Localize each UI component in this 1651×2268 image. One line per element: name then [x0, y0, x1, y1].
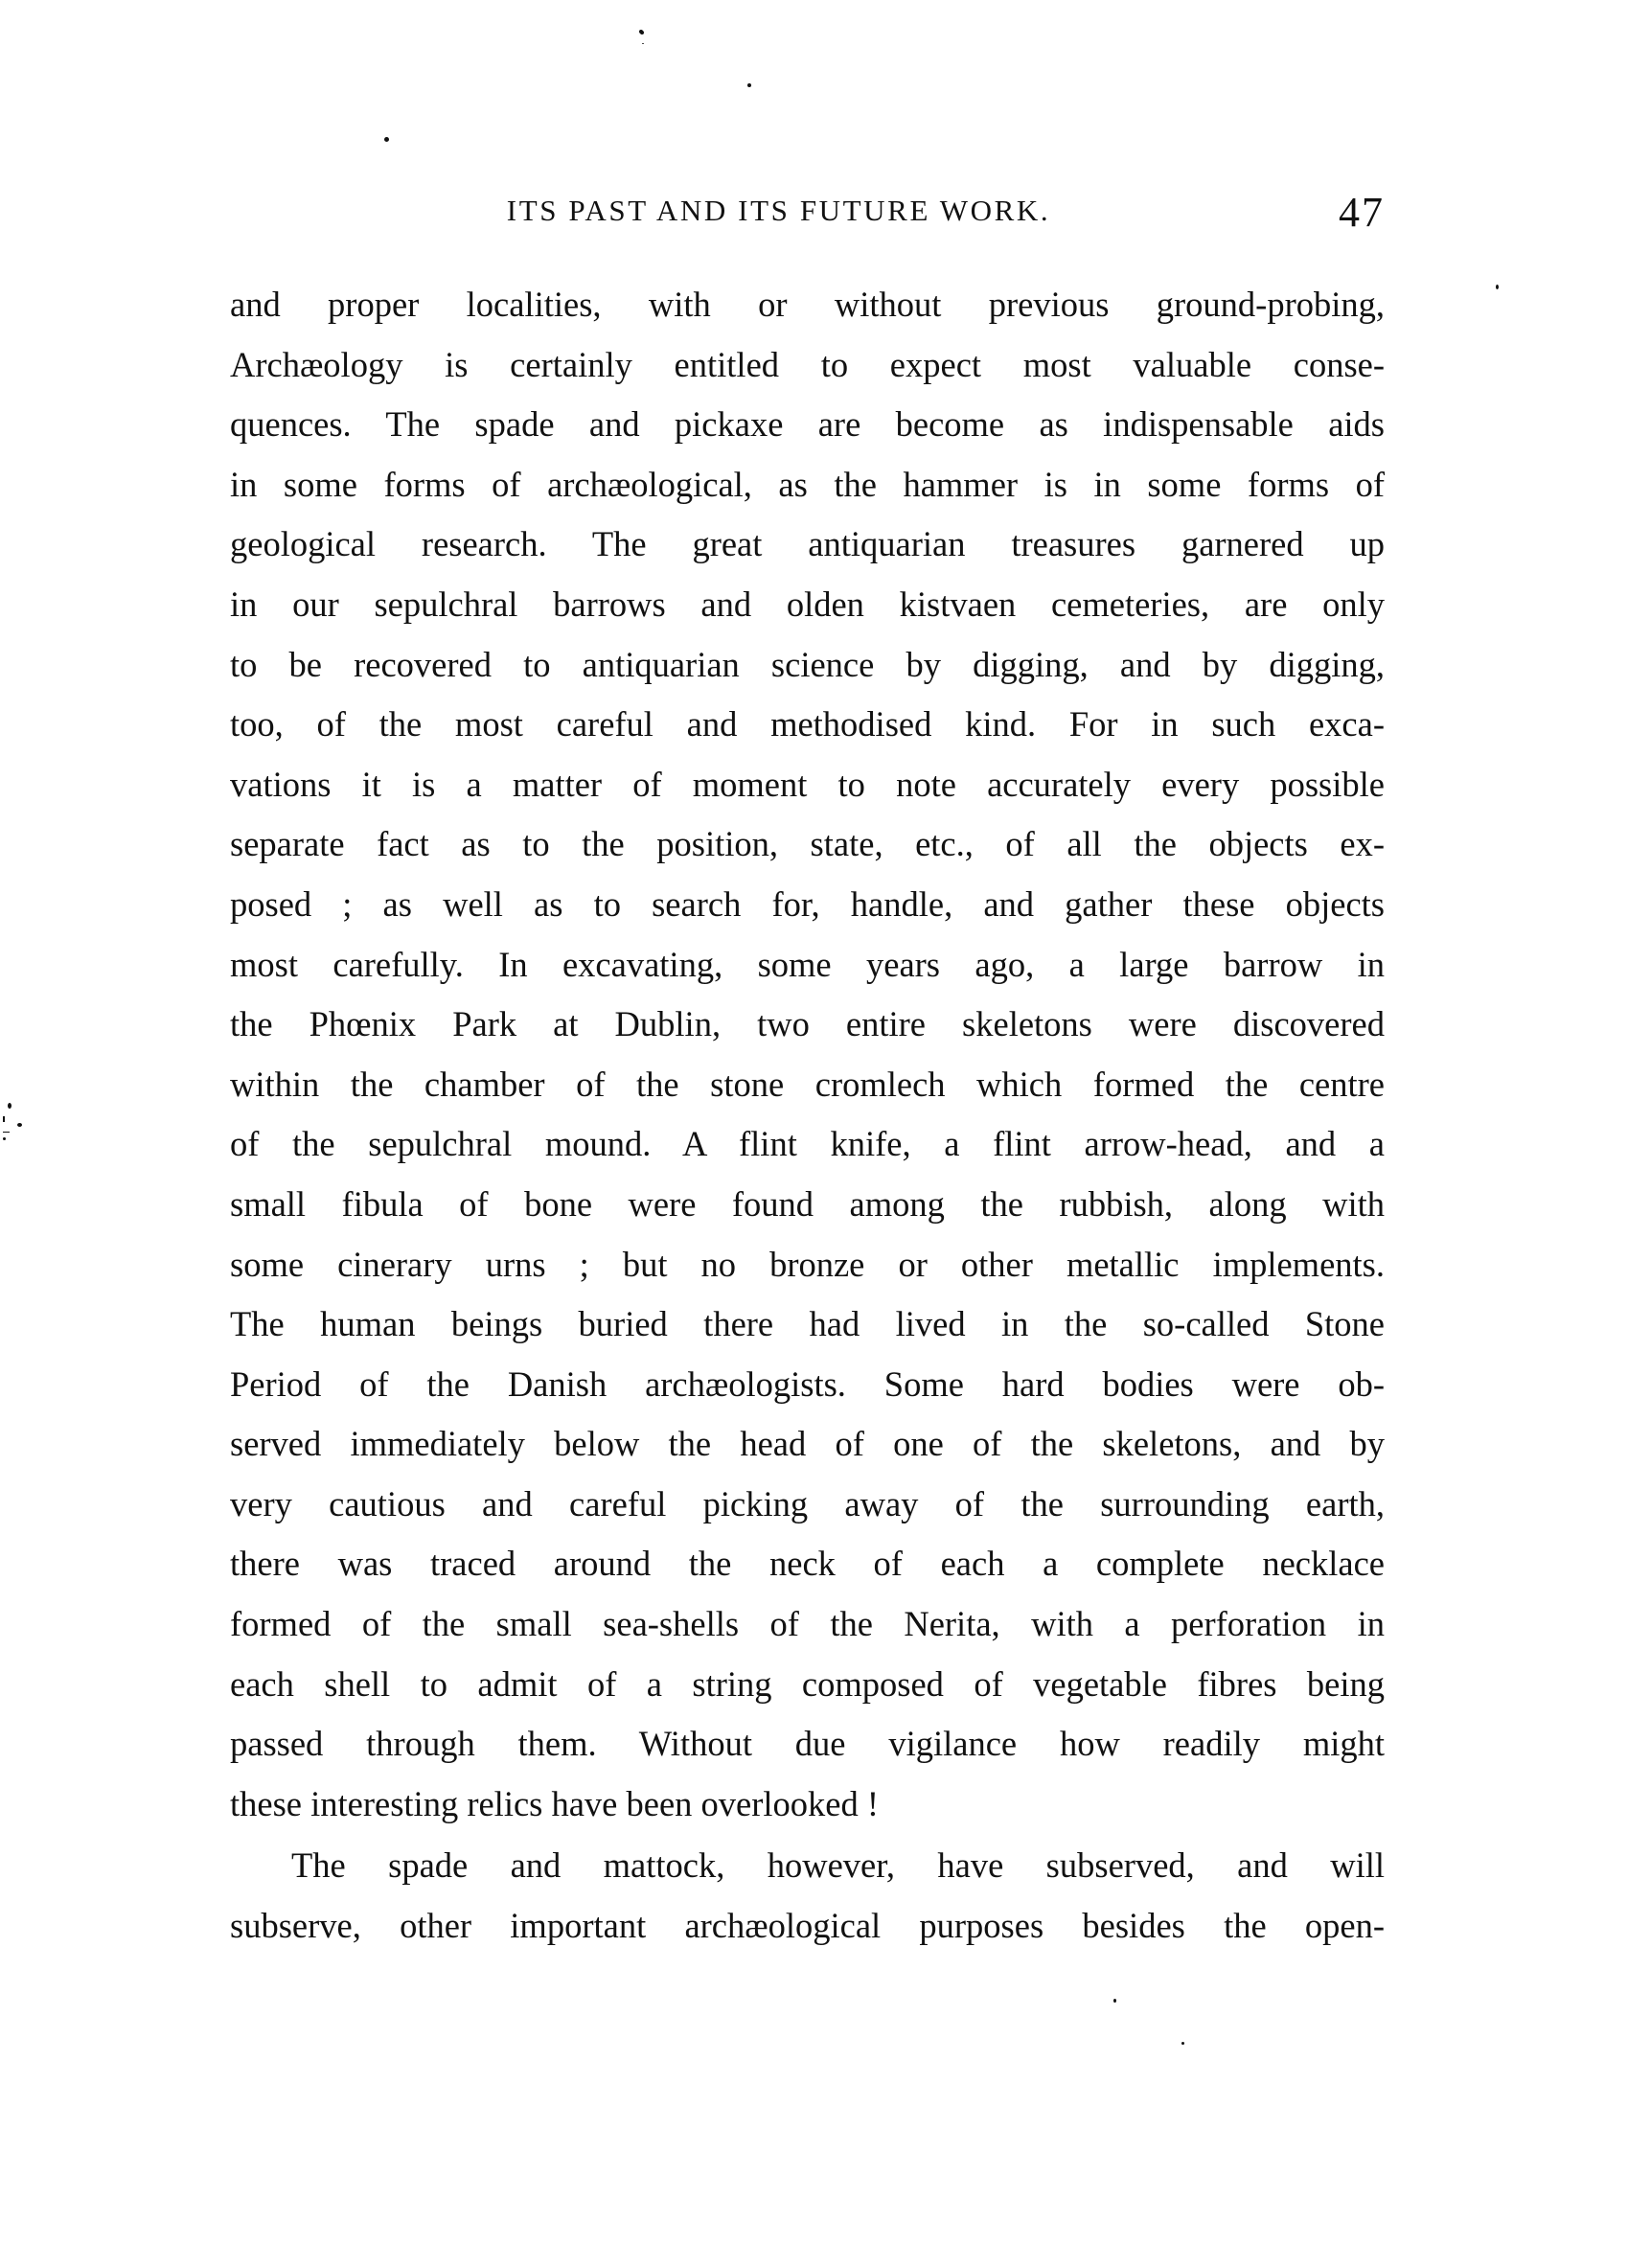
text-line: Archæology is certainly entitled to expect most valuable conse-	[230, 344, 1385, 384]
text-line: subserve, other important archæological purposes besides the open-	[230, 1906, 1385, 1946]
text-line: of the sepulchral mound. A flint knife, a flint arrow-head, and a	[230, 1124, 1385, 1164]
text-line: passed through them. Without due vigilance how readily might	[230, 1724, 1385, 1764]
scan-speck	[3, 1116, 5, 1122]
text-line: geological research. The great antiquarian treasures garnered up	[230, 524, 1385, 564]
text-line: most carefully. In excavating, some years ago, a large barrow in	[230, 944, 1385, 984]
scan-speck	[3, 1137, 6, 1140]
scan-speck	[17, 1123, 22, 1127]
text-line: vations it is a matter of moment to note accurately every possible	[230, 764, 1385, 804]
scan-speck	[3, 1132, 10, 1133]
scan-speck	[8, 1103, 11, 1109]
text-line: some cinerary urns ; but no bronze or other metallic implements.	[230, 1244, 1385, 1284]
text-line: The spade and mattock, however, have subserved, and will	[291, 1845, 1385, 1886]
body-text	[230, 275, 1385, 1957]
text-line: The human beings buried there had lived in the so-called Stone	[230, 1304, 1385, 1344]
page-number: 47	[1339, 189, 1385, 236]
scan-speck	[747, 83, 751, 87]
text-line: in our sepulchral barrows and olden kistvaen cemeteries, are only	[230, 584, 1385, 624]
text-line: formed of the small sea-shells of the Nerita, with a perforation in	[230, 1604, 1385, 1644]
text-line: the Phœnix Park at Dublin, two entire skeletons were discovered	[230, 1004, 1385, 1044]
running-header	[230, 188, 1385, 236]
text-line: and proper localities, with or without previous ground-probing,	[230, 285, 1385, 324]
text-line: within the chamber of the stone cromlech which formed the centre	[230, 1064, 1385, 1104]
running-title: ITS PAST AND ITS FUTURE WORK.	[506, 194, 1051, 227]
text-line: too, of the most careful and methodised kind. For in such exca-	[230, 704, 1385, 745]
paragraph	[230, 275, 1385, 1834]
text-line: these interesting relics have been overlooked !	[230, 1783, 880, 1823]
text-line: separate fact as to the position, state, etc., of all the objects ex-	[230, 824, 1385, 864]
scan-speck	[640, 31, 644, 34]
scan-speck	[1113, 1999, 1116, 2003]
text-line: served immediately below the head of one of the skeletons, and by	[230, 1424, 1385, 1464]
scan-speck	[642, 43, 644, 44]
text-line: to be recovered to antiquarian science by digging, and by digging,	[230, 644, 1385, 684]
scan-speck	[1181, 2042, 1184, 2045]
scan-speck	[1496, 285, 1499, 289]
text-line: quences. The spade and pickaxe are become as indispensable aids	[230, 404, 1385, 445]
text-line: there was traced around the neck of each a complete necklace	[230, 1544, 1385, 1584]
text-line: very cautious and careful picking away of the surrounding earth,	[230, 1483, 1385, 1523]
scan-speck	[384, 137, 389, 142]
paragraph	[230, 1836, 1385, 1956]
text-line: small fibula of bone were found among the rubbish, along with	[230, 1183, 1385, 1224]
text-line: posed ; as well as to search for, handle, and gather these objects	[230, 883, 1385, 924]
text-line: in some forms of archæological, as the hammer is in some forms of	[230, 464, 1385, 504]
text-line: each shell to admit of a string composed of vegetable fibres being	[230, 1663, 1385, 1704]
text-line: Period of the Danish archæologists. Some hard bodies were ob-	[230, 1363, 1385, 1404]
